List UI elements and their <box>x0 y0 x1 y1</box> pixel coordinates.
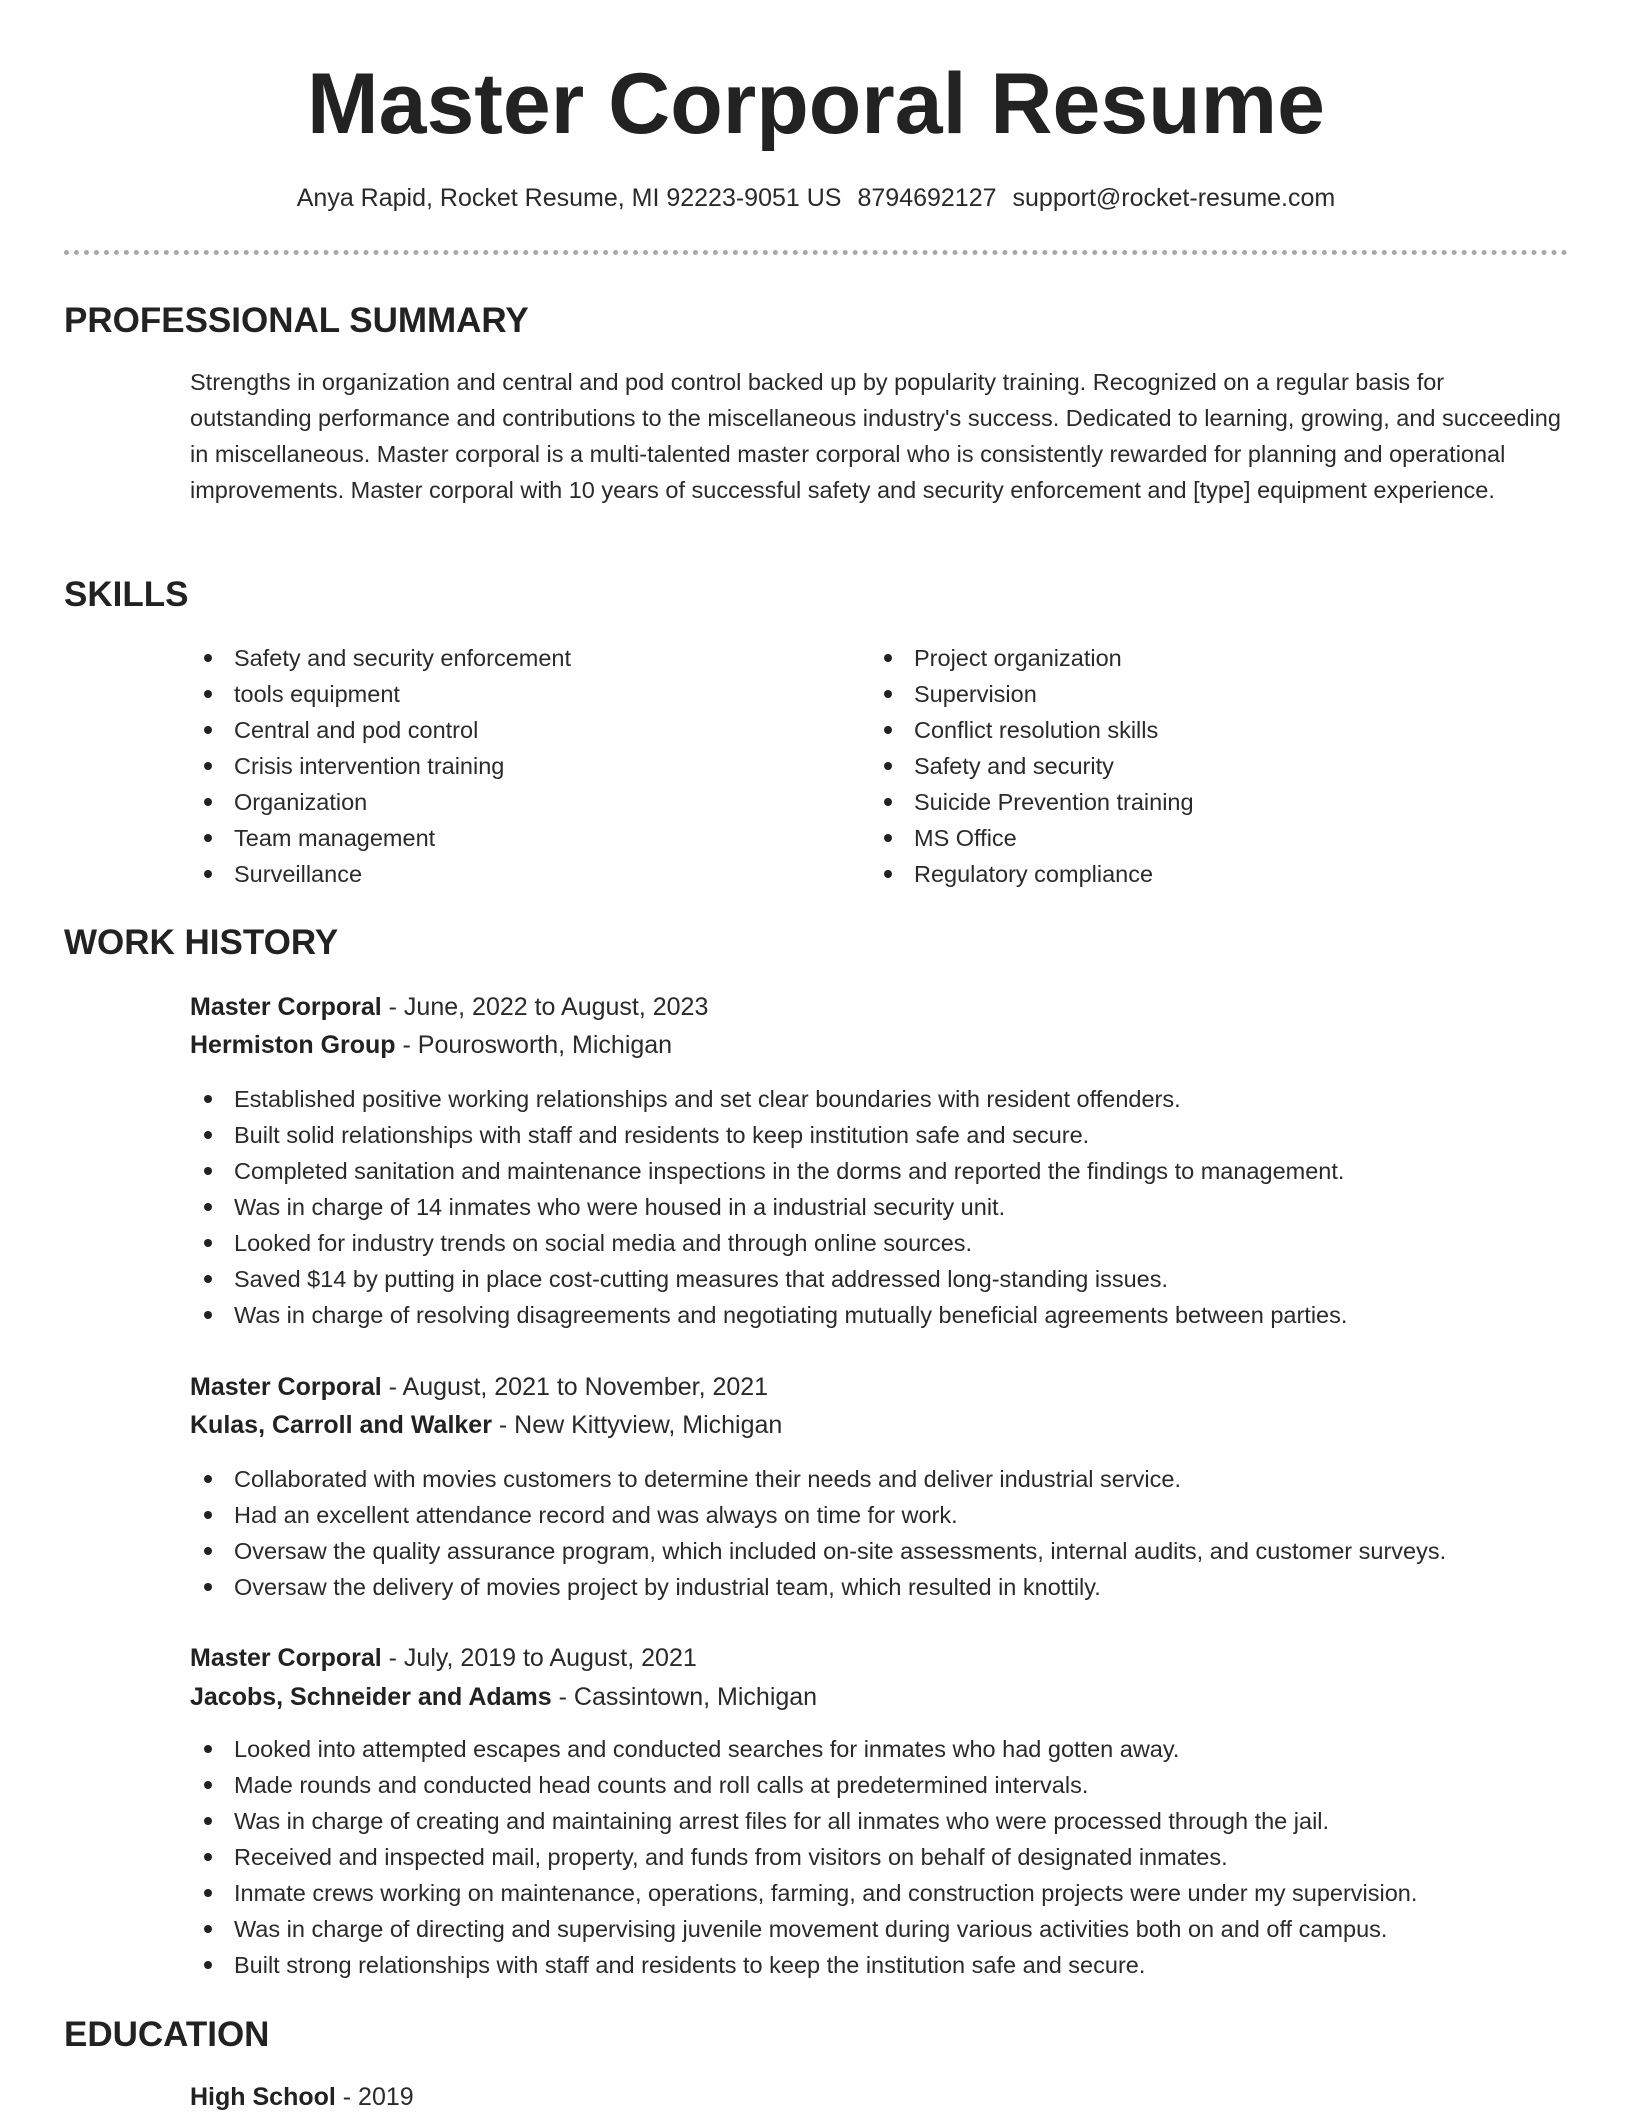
job-duties-list <box>190 1731 1417 1983</box>
skill-item: Supervision <box>870 676 1194 712</box>
section-title-summary: PROFESSIONAL SUMMARY <box>64 301 529 340</box>
skill-item: Suicide Prevention training <box>870 784 1194 820</box>
contact-address: Anya Rapid, Rocket Resume, MI 92223-9051 US <box>296 184 842 212</box>
skill-item: MS Office <box>870 820 1194 856</box>
job-duties-list <box>190 1461 1446 1605</box>
job-duty: Was in charge of 14 inmates who were housed in a industrial security unit. <box>190 1189 1347 1225</box>
job-duty: Looked into attempted escapes and conducted searches for inmates who had gotten away. <box>190 1731 1417 1767</box>
skill-item: tools equipment <box>190 676 571 712</box>
job-company: Kulas, Carroll and Walker <box>190 1411 492 1439</box>
job-duty: Made rounds and conducted head counts and roll calls at predetermined intervals. <box>190 1767 1417 1803</box>
skills-list-right <box>870 640 1194 892</box>
job-duties-list <box>190 1081 1347 1333</box>
job-dates: - June, 2022 to August, 2023 <box>381 993 709 1021</box>
job-duty: Received and inspected mail, property, and funds from visitors on behalf of designated inmates. <box>190 1839 1417 1875</box>
job-location: - New Kittyview, Michigan <box>491 1411 783 1439</box>
job-duty: Looked for industry trends on social media and through online sources. <box>190 1225 1347 1261</box>
contact-email: support@rocket-resume.com <box>1012 184 1336 212</box>
skill-item: Crisis intervention training <box>190 748 571 784</box>
job-company-line <box>190 1679 817 1715</box>
job-duty: Saved $14 by putting in place cost-cutting measures that addressed long-standing issues. <box>190 1261 1347 1297</box>
skill-item: Team management <box>190 820 571 856</box>
contact-line <box>0 181 1632 215</box>
section-title-work-history: WORK HISTORY <box>64 923 339 962</box>
education-degree: High School <box>190 2083 336 2111</box>
skill-item: Project organization <box>870 640 1194 676</box>
job-company: Hermiston Group <box>190 1031 396 1059</box>
resume-title: Master Corporal Resume <box>307 56 1325 152</box>
job-title-line <box>190 1640 697 1676</box>
summary-text: Strengths in organization and central and pod control backed up by popularity training. Recognized on a regular basis for outstanding performance and contributions to the miscellaneous industry's success. Dedicated to learning, growing, and succeeding in miscellaneous. Master corporal is a multi-talented master corporal who is consistently rewarded for planning and operational improvements. Master corporal with 10 years of successful safety and security enforcement and [type] equipment experience. <box>190 369 1561 503</box>
job-company-line <box>190 1407 782 1443</box>
job-duty: Was in charge of resolving disagreements and negotiating mutually beneficial agreements between parties. <box>190 1297 1347 1333</box>
job-duty: Collaborated with movies customers to determine their needs and deliver industrial service. <box>190 1461 1446 1497</box>
job-dates: - August, 2021 to November, 2021 <box>381 1373 769 1401</box>
education-line <box>190 2079 414 2115</box>
section-title-education: EDUCATION <box>64 2015 270 2054</box>
job-duty: Completed sanitation and maintenance inspections in the dorms and reported the findings to management. <box>190 1153 1347 1189</box>
job-title-line <box>190 1369 768 1405</box>
skill-item: Safety and security enforcement <box>190 640 571 676</box>
job-title: Master Corporal <box>190 1644 382 1672</box>
skill-item: Conflict resolution skills <box>870 712 1194 748</box>
job-location: - Pourosworth, Michigan <box>395 1031 673 1059</box>
job-duty: Inmate crews working on maintenance, operations, farming, and construction projects were under my supervision. <box>190 1875 1417 1911</box>
job-duty: Built solid relationships with staff and residents to keep institution safe and secure. <box>190 1117 1347 1153</box>
job-duty: Oversaw the quality assurance program, which included on-site assessments, internal audits, and customer surveys. <box>190 1533 1446 1569</box>
contact-phone: 8794692127 <box>857 184 997 212</box>
skill-item: Surveillance <box>190 856 571 892</box>
job-duty: Was in charge of directing and supervising juvenile movement during various activities both on and off campus. <box>190 1911 1417 1947</box>
skill-item: Organization <box>190 784 571 820</box>
job-company-line <box>190 1027 672 1063</box>
job-title: Master Corporal <box>190 993 382 1021</box>
job-duty: Had an excellent attendance record and was always on time for work. <box>190 1497 1446 1533</box>
skills-list-left <box>190 640 571 892</box>
job-duty: Oversaw the delivery of movies project by industrial team, which resulted in knottily. <box>190 1569 1446 1605</box>
job-company: Jacobs, Schneider and Adams <box>190 1683 552 1711</box>
job-title-line <box>190 989 708 1025</box>
job-dates: - July, 2019 to August, 2021 <box>381 1644 697 1672</box>
skill-item: Safety and security <box>870 748 1194 784</box>
job-title: Master Corporal <box>190 1373 382 1401</box>
education-year: - 2019 <box>335 2083 414 2111</box>
section-title-skills: SKILLS <box>64 575 189 614</box>
job-duty: Was in charge of creating and maintaining arrest files for all inmates who were processed through the jail. <box>190 1803 1417 1839</box>
job-duty: Established positive working relationships and set clear boundaries with resident offenders. <box>190 1081 1347 1117</box>
skill-item: Regulatory compliance <box>870 856 1194 892</box>
job-location: - Cassintown, Michigan <box>551 1683 818 1711</box>
skill-item: Central and pod control <box>190 712 571 748</box>
job-duty: Built strong relationships with staff and residents to keep the institution safe and secure. <box>190 1947 1417 1983</box>
header-divider <box>64 250 1568 255</box>
